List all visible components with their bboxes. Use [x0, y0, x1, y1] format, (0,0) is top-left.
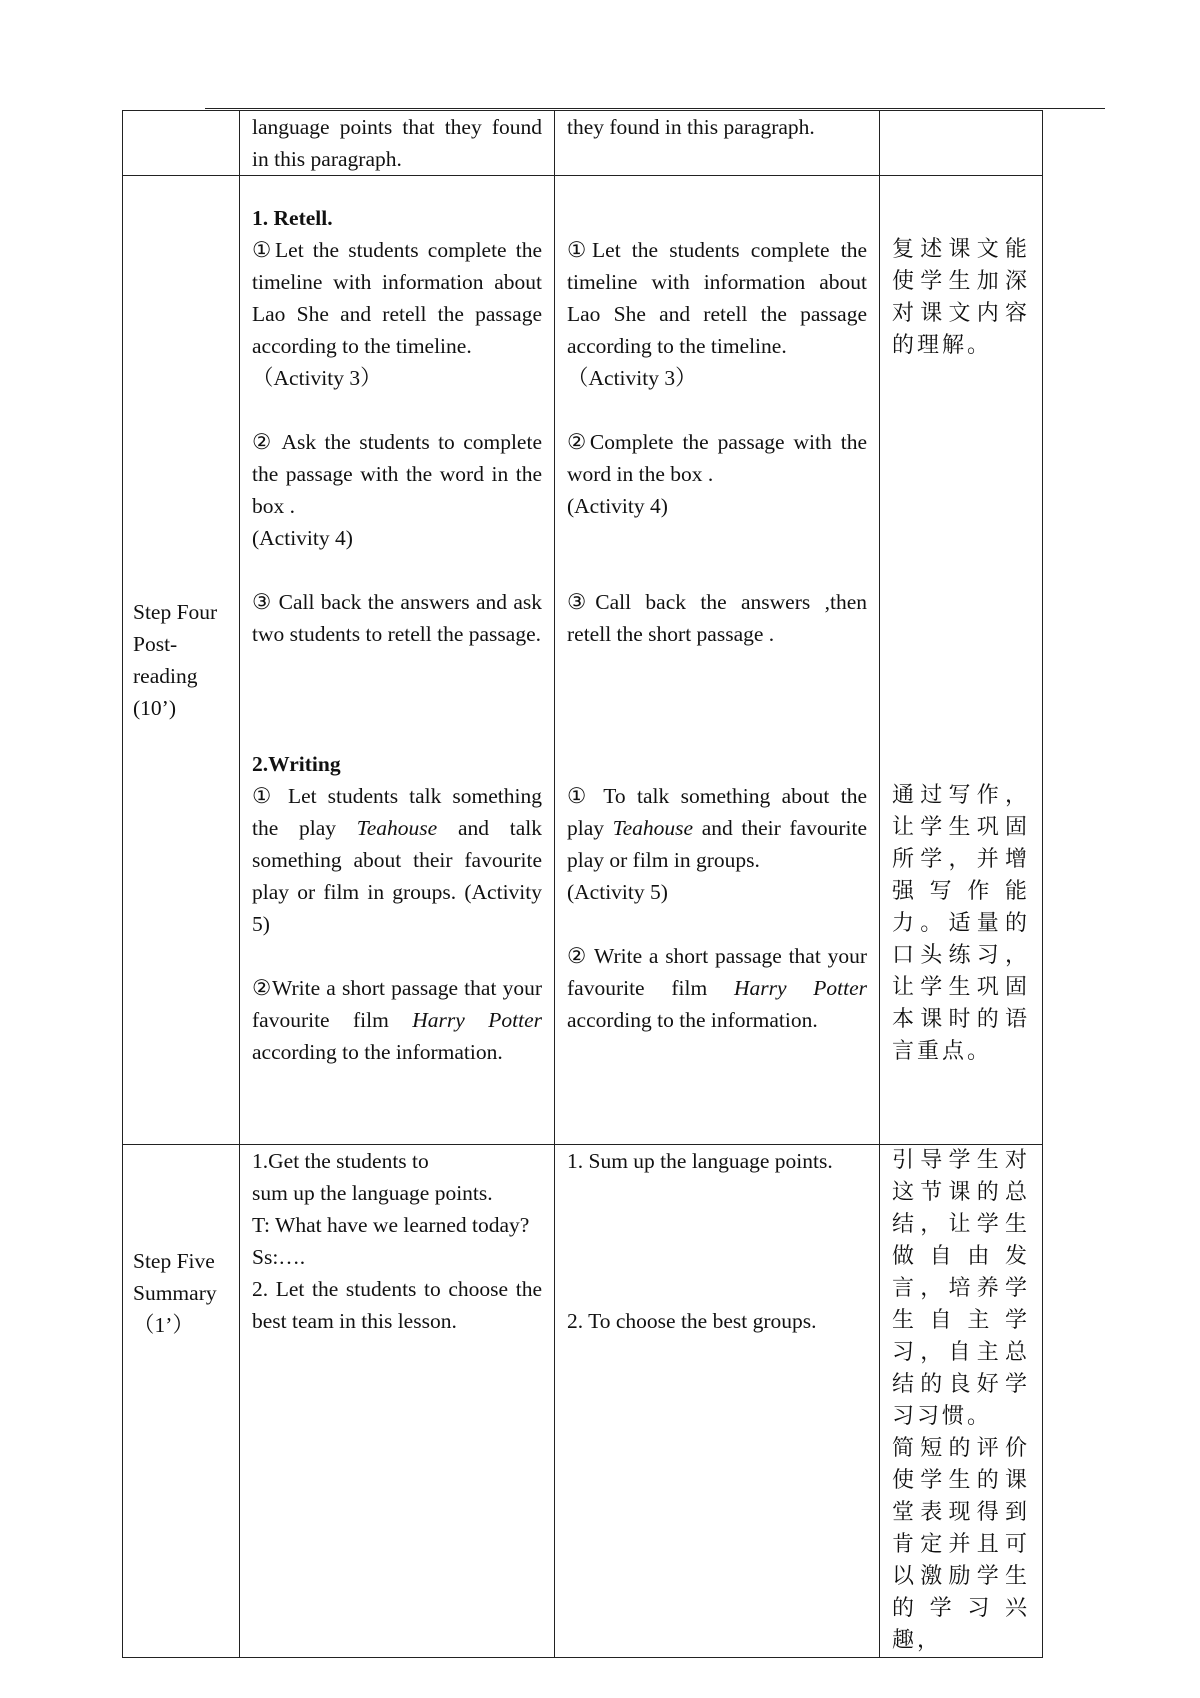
- student-step-1-activity: （Activity 3）: [567, 366, 697, 390]
- student-step-2: ②Complete the passage with the word in the box .: [567, 430, 867, 486]
- writing-heading: 2.Writing: [252, 751, 341, 776]
- teacher-step-3: ③ Call back the answers and ask two students to retell the passage.: [252, 590, 542, 646]
- purpose-summary: 引导学生对这节课的总结，让学生做自由发言，培养学生自主学习，自主总结的良好学习习惯。: [892, 1148, 1030, 1429]
- step-four-label: Step Four Post- reading (10’): [133, 600, 218, 720]
- table-row-continuation: [123, 111, 1043, 176]
- student-activity-cell: [555, 111, 880, 176]
- lesson-plan-table: [122, 110, 1043, 1658]
- purpose-evaluation: 简短的评价使学生的课堂表现得到肯定并且可以激励学生的学习兴趣，: [892, 1436, 1030, 1653]
- student-writing-2: ② Write a short passage that your favourite film Harry Potter according to the information.: [567, 943, 868, 1032]
- teacher-summary-3: T: What have we learned today?: [252, 1213, 530, 1237]
- teacher-writing-2: ②Write a short passage that your favourite film Harry Potter according to the information.: [252, 975, 542, 1064]
- teacher-step-1: ①Let the students complete the timeline with information about Lao She and retell the passage according to the timeline.: [252, 238, 542, 358]
- student-step-1: ①Let the students complete the timeline with information about Lao She and retell the passage according to the timeline.: [567, 238, 867, 358]
- teacher-step-2-activity: (Activity 4): [252, 526, 353, 550]
- teacher-activity-cell: [240, 1145, 555, 1658]
- student-summary-1: 1. Sum up the language points.: [567, 1149, 833, 1173]
- teacher-summary-5: 2. Let the students to choose the best team in this lesson.: [252, 1277, 542, 1333]
- table-row-step-four-writing: [123, 748, 1043, 1145]
- step-cell-empty: [123, 111, 240, 176]
- teacher-step-2: ② Ask the students to complete the passage with the word in the box .: [252, 430, 542, 518]
- student-writing-1-activity: (Activity 5): [567, 879, 668, 904]
- step-five-label: Step Five Summary （1’）: [133, 1249, 217, 1337]
- purpose-cell: [880, 748, 1043, 1145]
- purpose-cell: [880, 176, 1043, 748]
- student-writing-1: ① To talk something about the play Teahouse and their favourite play or film in groups.: [567, 783, 867, 872]
- teacher-summary-2: sum up the language points.: [252, 1181, 493, 1205]
- student-summary-2: 2. To choose the best groups.: [567, 1309, 817, 1333]
- teacher-activity-cell: [240, 748, 555, 1145]
- student-activity-cell: [555, 1145, 880, 1658]
- teacher-writing-1: ① Let students talk something the play Teahouse and talk something about their favourite play or film in groups. (Activity 5): [252, 783, 542, 936]
- purpose-cell-empty: [880, 111, 1043, 176]
- teacher-step-1-activity: （Activity 3）: [252, 366, 382, 390]
- purpose-cell: [880, 1145, 1043, 1658]
- teacher-summary-4: Ss:….: [252, 1245, 306, 1269]
- student-step-3: ③Call back the answers ,then retell the short passage .: [567, 590, 867, 646]
- teacher-summary-1: 1.Get the students to: [252, 1149, 429, 1173]
- step-five-label-cell: [123, 1145, 240, 1658]
- purpose-retell: 复述课文能使学生加深对课文内容的理解。: [892, 237, 1030, 358]
- student-text: they found in this paragraph.: [567, 115, 815, 139]
- header-rule: [205, 108, 1105, 109]
- purpose-writing: 通过写作，让学生巩固所学，并增强写作能力。适量的口头练习，让学生巩固本课时的语言重点。: [892, 782, 1030, 1064]
- table-row-step-five: [123, 1145, 1043, 1658]
- table-row-step-four-retell: [123, 176, 1043, 748]
- step-four-label-cell: [123, 176, 240, 1145]
- student-activity-cell: [555, 176, 880, 748]
- teacher-activity-cell: [240, 111, 555, 176]
- retell-heading: 1. Retell.: [252, 206, 333, 230]
- teacher-activity-cell: [240, 176, 555, 748]
- student-activity-cell: [555, 748, 880, 1145]
- teacher-text: language points that they found in this paragraph.: [252, 115, 542, 171]
- student-step-2-activity: (Activity 4): [567, 494, 668, 518]
